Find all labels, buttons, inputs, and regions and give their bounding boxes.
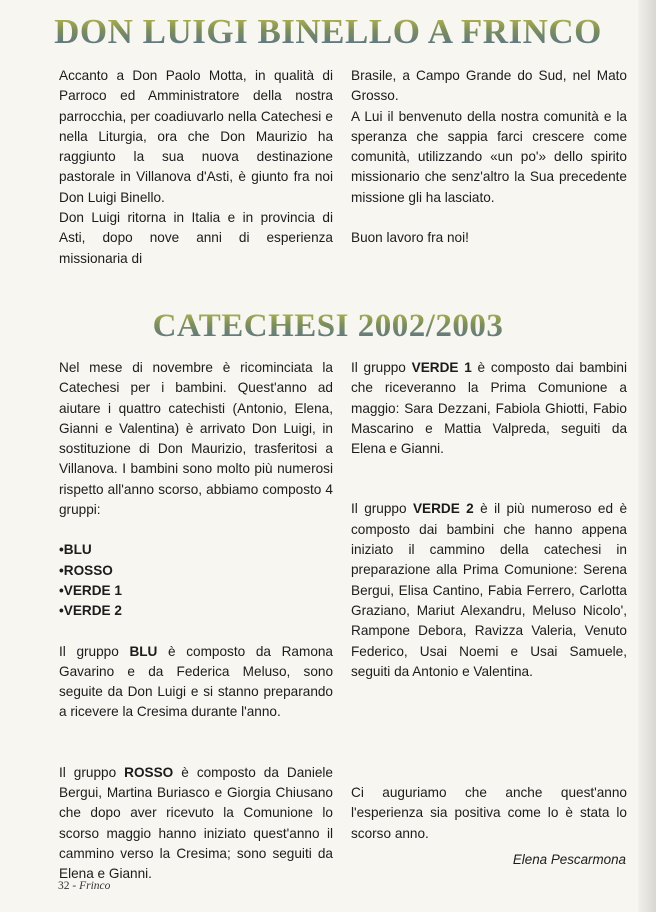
author-signature: Elena Pescarmona <box>512 852 626 867</box>
page-footer: 32 - Frinco <box>58 880 111 892</box>
paragraph: A Lui il benvenuto della nostra comunità e la speranza che sappia farci crescere come comunità, utilizzando «un po'» dello spirito missionario che senz'altro la Sua precedente missione gli ha lasciato. <box>351 108 627 205</box>
section1-left-column <box>59 66 333 269</box>
paragraph: Don Luigi ritorna in Italia e in provincia di Asti, dopo nove anni di esperienza missionaria di <box>59 210 333 266</box>
section2-left-column <box>59 358 333 885</box>
group-rosso-paragraph: Il gruppo ROSSO è composto da Daniele Bergui, Martina Buriasco e Giorgia Chiusano che dopo aver ricevuto la Comunione lo scorso maggio hanno iniziato quest'anno il cammino verso la Cresima; sono seguiti da Elena e Gianni. <box>59 764 333 882</box>
group-name: VERDE 1 <box>411 360 472 375</box>
section2-right-column <box>351 358 627 844</box>
group-blu-paragraph: Il gruppo BLU è composto da Ramona Gavarino e da Federica Meluso, sono seguite da Don Luigi e si stanno preparando a ricevere la Cresima durante l'anno. <box>59 643 333 720</box>
publication-name: Frinco <box>79 880 111 892</box>
article-title-catechesi: CATECHESI 2002/2003 <box>0 306 656 346</box>
section1-right-column <box>351 66 627 248</box>
group-name: ROSSO <box>124 764 174 780</box>
list-item: • VERDE 2 <box>59 601 333 621</box>
page-number: 32 <box>58 880 70 892</box>
intro-paragraph: Nel mese di novembre è ricominciata la Catechesi per i bambini. Quest'anno ad aiutare i quattro catechisti (Antonio, Elena, Gianni e Valentina) è arrivato Don Luigi, in sostituzione di Don Maurizio, trasferitosi a Villanova. I bambini sono molto più numerosi rispetto all'anno scorso, abbiamo composto 4 gruppi: <box>59 360 333 518</box>
list-item: • BLU <box>59 540 333 560</box>
article-title-don-luigi: DON LUIGI BINELLO A FRINCO <box>0 12 656 52</box>
paragraph: Buon lavoro fra noi! <box>351 230 469 246</box>
paragraph: Accanto a Don Paolo Motta, in qualità di Parroco ed Amministratore della nostra parrocchia, per coadiuvarlo nella Catechesi e nella Liturgia, ora che Don Maurizio ha raggiunto la sua nuova destinazione pastorale in Villanova d'Asti, è giunto fra noi Don Luigi Binello. <box>59 68 333 205</box>
list-item: • ROSSO <box>59 561 333 581</box>
page-edge <box>638 0 656 912</box>
closing-paragraph: Ci auguriamo che anche quest'anno l'esperienza sia positiva come lo è stata lo scorso anno. <box>351 785 627 841</box>
list-item: • VERDE 1 <box>59 581 333 601</box>
group-verde2-paragraph: Il gruppo VERDE 2 è il più numeroso ed è composto dai bambini che hanno appena iniziato il cammino della catechesi in preparazione alla Prima Comunione: Serena Bergui, Elisa Cantino, Fabia Ferrero, Carlotta Graziano, Mariut Alexandru, Meluso Nicolo', Rampone Debora, Ravizza Valeria, Venuto Federico, Usai Noemi e Usai Samuele, seguiti da Antonio e Valentina. <box>351 501 628 679</box>
groups-list <box>59 540 333 621</box>
group-verde1-paragraph: Il gruppo VERDE 1 è composto dai bambini che riceveranno la Prima Comunione a maggio: Sara Dezzani, Fabiola Ghiotti, Fabio Mascarino e Mattia Valpreda, seguiti da Elena e Gianni. <box>351 360 627 457</box>
paragraph: Brasile, a Campo Grande do Sud, nel Mato Grosso. <box>351 68 627 104</box>
group-name: BLU <box>129 643 158 659</box>
group-name: VERDE 2 <box>412 501 474 517</box>
